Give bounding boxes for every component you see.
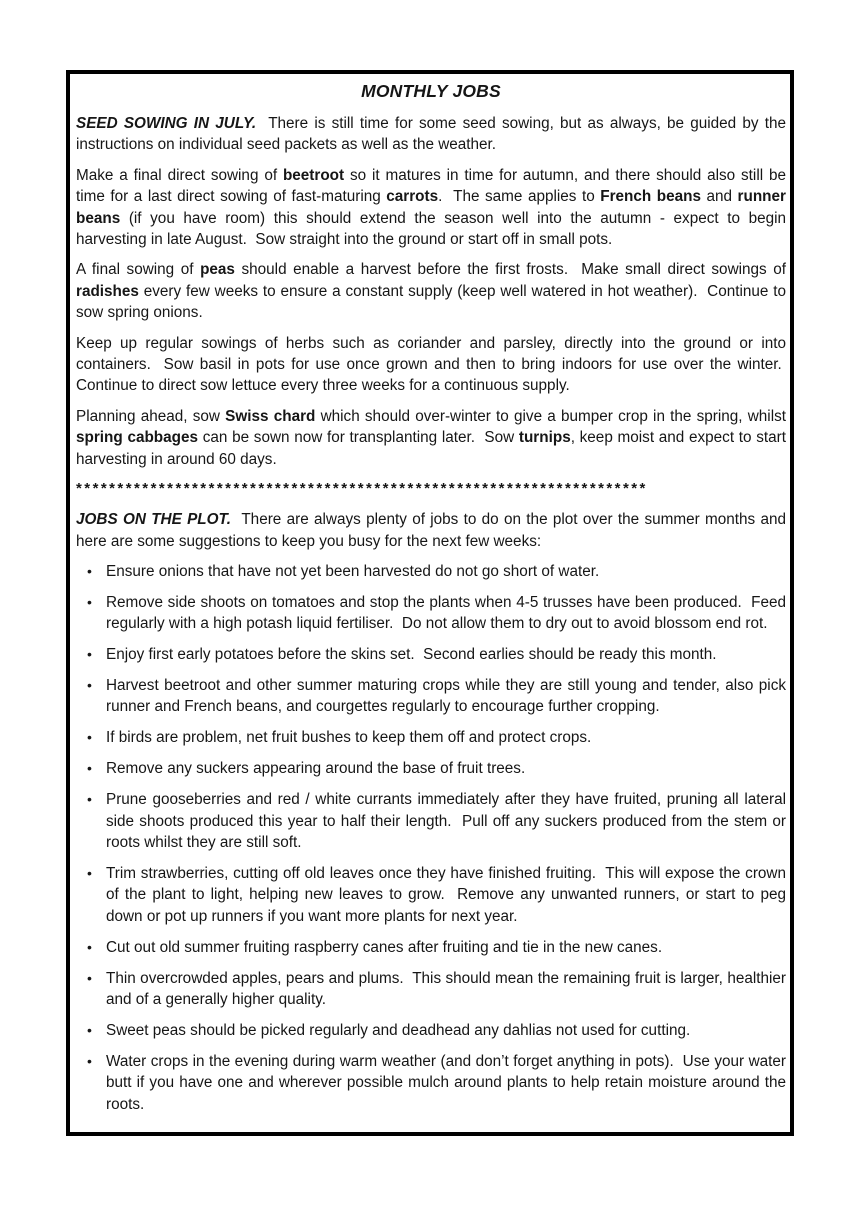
bullet-item [76,644,786,665]
bullet-icon: • [87,864,92,881]
bullet-item [76,863,786,927]
bullet-item [76,1020,786,1041]
bullet-item [76,675,786,718]
bullet-icon: • [87,969,92,986]
bullet-text: Ensure onions that have not yet been harvested do not go short of water. [106,562,600,580]
paragraph-herbs: Keep up regular sowings of herbs such as coriander and parsley, directly into the ground or into containers. Sow basil in pots for use once grown and then to bring indoors for use over the winter. Continue to direct sow lettuce every three weeks for a continuous supply. [76,334,786,395]
bullet-icon: • [87,646,92,663]
bullet-icon: • [87,593,92,610]
asterisk-separator: ********************************************************************* [76,480,648,498]
bullet-text: Prune gooseberries and red / white currants immediately after they have fruited, pruning all lateral side shoots produced this year to half their length. Pull off any suckers produced from the stem or roots whilst they are still soft. [106,791,786,851]
document-frame [66,70,794,1136]
bullet-item [76,592,786,635]
bullet-icon: • [87,729,92,746]
bullet-icon: • [87,760,92,777]
jobs-bullet-list [76,561,786,1115]
paragraph-seed-sowing-intro: SEED SOWING IN JULY. There is still time for some seed sowing, but as always, be guided by the instructions on individual seed packets as well as the weather. [76,115,786,154]
paragraph-jobs-intro: JOBS ON THE PLOT. There are always plenty of jobs to do on the plot over the summer months and here are some suggestions to keep you busy for the next few weeks: [76,511,786,550]
bullet-icon: • [87,1021,92,1038]
paragraph-planning-ahead: Planning ahead, sow Swiss chard which should over-winter to give a bumper crop in the spring, whilst spring cabbages can be sown now for transplanting later. Sow turnips, keep moist and expect to start harvesting in around 60 days. [76,407,786,468]
bullet-icon: • [87,677,92,694]
bullet-text: Harvest beetroot and other summer maturing crops while they are still young and tender, also pick runner and French beans, and courgettes regularly to encourage further cropping. [106,677,786,716]
bullet-text: Water crops in the evening during warm weather (and don’t forget anything in pots). Use your water butt if you have one and wherever possible mulch around plants to help retain moisture around the roots. [106,1052,786,1113]
bullet-item [76,1051,786,1115]
bullet-text: Remove side shoots on tomatoes and stop the plants when 4-5 trusses have been produced. Feed regularly with a high potash liquid fertiliser. Do not allow them to dry out to avoid blossom end rot. [106,593,786,633]
bullet-icon: • [87,938,92,955]
bullet-item [76,561,786,582]
bullet-item [76,968,786,1011]
bullet-text: Remove any suckers appearing around the base of fruit trees. [106,760,526,778]
bullet-icon: • [87,791,92,808]
bullet-item [76,727,786,748]
bullet-item [76,937,786,958]
bullet-text: Trim strawberries, cutting off old leaves once they have finished fruiting. This will expose the crown of the plant to light, helping new leaves to grow. Remove any unwanted runners, or start to peg down or pot up runners if you want more plants for next year. [106,864,786,925]
bullet-item [76,789,786,853]
bullet-text: Sweet peas should be picked regularly and deadhead any dahlias not used for cutting. [106,1021,691,1039]
paragraph-peas-radishes: A final sowing of peas should enable a harvest before the first frosts. Make small direct sowings of radishes every few weeks to ensure a constant supply (keep well watered in hot weather). Continue to sow spring onions. [76,261,786,322]
paragraph-beetroot-carrots: Make a final direct sowing of beetroot so it matures in time for autumn, and there should also still be time for a last direct sowing of fast-maturing carrots. The same applies to French beans and runner beans (if you have room) this should extend the season well into the autumn - expect to begin harvesting in late August. Sow straight into the ground or start off in small pots. [76,166,786,249]
page-title: MONTHLY JOBS [361,81,501,101]
bullet-text: Cut out old summer fruiting raspberry canes after fruiting and tie in the new canes. [106,938,663,956]
bullet-icon: • [87,562,92,579]
bullet-text: If birds are problem, net fruit bushes to keep them off and protect crops. [106,729,592,747]
bullet-icon: • [87,1052,92,1069]
bullet-text: Thin overcrowded apples, pears and plums. This should mean the remaining fruit is larger, healthier and of a generally higher quality. [106,969,786,1008]
bullet-item [76,758,786,779]
bullet-text: Enjoy first early potatoes before the skins set. Second earlies should be ready this month. [106,646,717,664]
